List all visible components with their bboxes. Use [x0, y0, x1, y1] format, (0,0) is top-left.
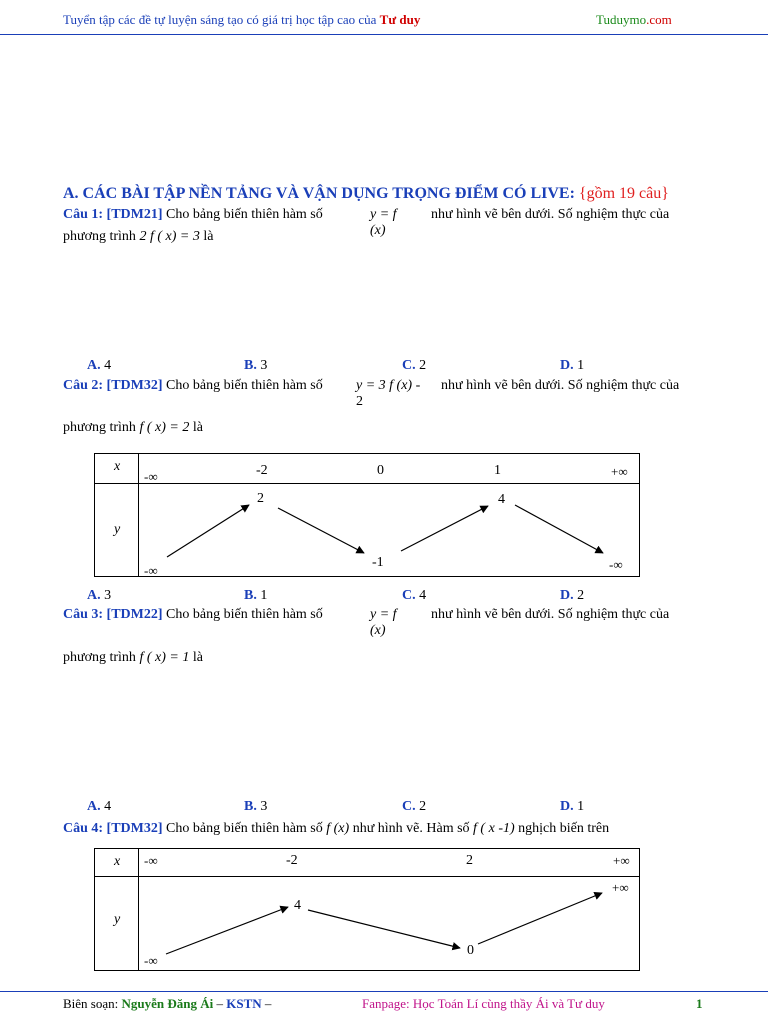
- x-label: x: [114, 459, 121, 474]
- y-label: y: [114, 522, 121, 537]
- footer-divider: [0, 991, 768, 992]
- question-2-text-post: như hình vẽ bên dưới. Số nghiệm thực của: [441, 378, 680, 393]
- decrease-arrow: [278, 508, 364, 553]
- y-value: 4: [294, 898, 301, 913]
- question-3-line1: Câu 3: [TDM22] Cho bảng biến thiên hàm số: [63, 607, 323, 622]
- y-value: 4: [498, 492, 505, 507]
- question-3-line2: phương trình f ( x) = 1 là: [63, 650, 203, 665]
- y-label: y: [114, 912, 121, 927]
- q1-option-a[interactable]: A. 4: [87, 358, 112, 373]
- x-value: +∞: [613, 853, 630, 868]
- question-2-function: y = 3 f (x) - 2: [356, 378, 421, 409]
- footer-fanpage[interactable]: Fanpage: Học Toán Lí cùng thầy Ái và Tư duy: [362, 996, 605, 1011]
- y-value: 2: [257, 491, 264, 506]
- question-4-function-shifted: f ( x -1): [473, 821, 515, 836]
- x-value: +∞: [611, 464, 628, 479]
- x-value: -2: [286, 853, 298, 868]
- page-number: 1: [696, 996, 703, 1011]
- header-title: Tuyển tập các đề tự luyện sáng tạo có giá trị học tập cao của Tư duy: [63, 12, 421, 27]
- question-1-function: y = f (x): [370, 207, 397, 238]
- question-1-line2: phương trình 2 f ( x) = 3 là: [63, 229, 214, 244]
- question-1-equation: 2 f ( x) = 3: [139, 229, 200, 244]
- question-2-equation: f ( x) = 2: [139, 420, 190, 435]
- x-label: x: [114, 854, 121, 869]
- q2-option-b[interactable]: B. 1: [244, 588, 268, 603]
- question-2-line2: phương trình f ( x) = 2 là: [63, 420, 203, 435]
- q3-option-a[interactable]: A. 4: [87, 799, 112, 814]
- q3-option-d[interactable]: D. 1: [560, 799, 585, 814]
- x-value: -2: [256, 463, 268, 478]
- q2-option-c[interactable]: C. 4: [402, 588, 427, 603]
- question-3-equation: f ( x) = 1: [139, 650, 190, 665]
- decrease-arrow: [515, 505, 603, 553]
- increase-arrow: [167, 505, 249, 557]
- q1-option-d[interactable]: D. 1: [560, 358, 585, 373]
- q2-option-a[interactable]: A. 3: [87, 588, 112, 603]
- x-value: -∞: [144, 853, 158, 868]
- x-value: 0: [377, 463, 384, 478]
- x-value: 2: [466, 853, 473, 868]
- header-brand: Tư duy: [379, 12, 421, 27]
- decrease-arrow: [308, 910, 460, 948]
- section-title: A. CÁC BÀI TẬP NỀN TẢNG VÀ VẬN DỤNG TRỌNG ĐIỂM CÓ LIVE: {gồm 19 câu}: [63, 185, 669, 202]
- y-value: -∞: [144, 953, 158, 968]
- increase-arrow: [478, 893, 602, 944]
- question-2-line1: Câu 2: [TDM32] Cho bảng biến thiên hàm số: [63, 378, 323, 393]
- q2-option-d[interactable]: D. 2: [560, 588, 585, 603]
- y-value: +∞: [612, 880, 629, 895]
- increase-arrow: [401, 506, 488, 551]
- question-4-line1: Câu 4: [TDM32] Cho bảng biến thiên hàm số f (x) như hình vẽ. Hàm số f ( x -1) nghịch biến trên: [63, 821, 610, 836]
- x-value: 1: [494, 463, 501, 478]
- y-value: -∞: [144, 563, 158, 578]
- y-value: -∞: [609, 557, 623, 572]
- increase-arrow: [166, 907, 288, 954]
- q3-option-c[interactable]: C. 2: [402, 799, 427, 814]
- question-1-line1: Câu 1: [TDM21] Cho bảng biến thiên hàm số: [63, 207, 323, 222]
- x-value: -∞: [144, 469, 158, 484]
- q1-option-b[interactable]: B. 3: [244, 358, 268, 373]
- y-value: -1: [372, 555, 384, 570]
- question-4-function: f (x): [326, 821, 350, 836]
- header-site[interactable]: Tuduymo.com: [596, 12, 672, 27]
- q3-option-b[interactable]: B. 3: [244, 799, 268, 814]
- q1-option-c[interactable]: C. 2: [402, 358, 427, 373]
- question-1-text-post: như hình vẽ bên dưới. Số nghiệm thực của: [431, 207, 670, 222]
- question-3-text-post: như hình vẽ bên dưới. Số nghiệm thực của: [431, 607, 670, 622]
- y-value: 0: [467, 943, 474, 958]
- footer-author: Biên soạn: Nguyễn Đăng Ái – KSTN –: [63, 996, 272, 1011]
- question-3-function: y = f (x): [370, 607, 397, 638]
